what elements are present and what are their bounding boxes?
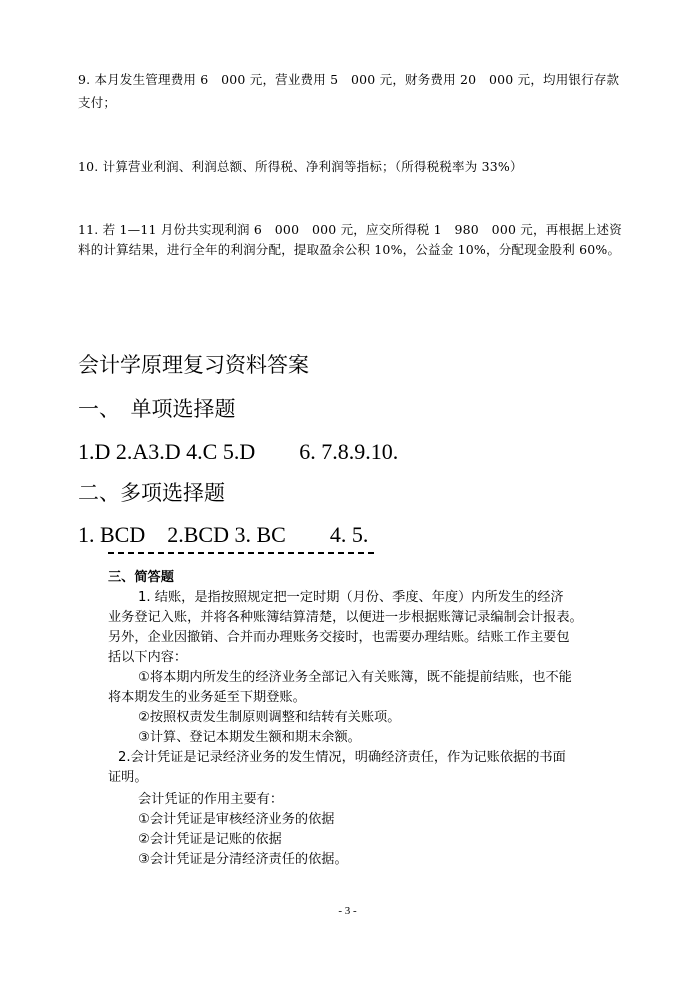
sa-line: 括以下内容： [108, 650, 188, 665]
short-answer-heading: 三、简答题 [108, 570, 174, 585]
q11-line1: 11. 若 1—11 月份共实现利润 6 000 000 元，应交所得税 1 980 000 元，再根据上述资 [78, 222, 622, 237]
section1-heading: 一、 单项选择题 [78, 397, 236, 421]
sa-line: 将本期发生的业务延至下期登账。 [108, 690, 306, 705]
sa-line: 1. 结账，是指按照规定把一定时期（月份、季度、年度）内所发生的经济 [138, 590, 564, 605]
sa-line: ③计算、登记本期发生额和期末余额。 [138, 730, 361, 745]
sa-line: 证明。 [108, 770, 148, 785]
page-number: - 3 - [338, 905, 357, 917]
sa-line: 2.会计凭证是记录经济业务的发生情况，明确经济责任，作为记账依据的书面 [118, 750, 566, 765]
sa-line: ①将本期内所发生的经济业务全部记入有关账簿，既不能提前结账，也不能 [138, 670, 572, 685]
section2-heading: 二、多项选择题 [78, 481, 225, 505]
sa-line: 业务登记入账，并将各种账簿结算清楚，以便进一步根据账簿记录编制会计报表。 [108, 610, 583, 625]
section1-answers: 1.D 2.A3.D 4.C 5.D 6. 7.8.9.10. [78, 439, 399, 464]
sa-line: ②会计凭证是记账的依据 [138, 832, 282, 847]
section2-answers: 1. BCD 2.BCD 3. BC 4. 5. [78, 522, 369, 547]
q11-line2: 料的计算结果，进行全年的利润分配，提取盈余公积 10%，公益金 10%，分配现金股利 60%。 [78, 242, 621, 257]
sa-line: 会计凭证的作用主要有： [138, 792, 284, 807]
cropped-line-remnant [108, 549, 378, 555]
q9-line2: 支付； [78, 95, 117, 110]
sa-line: 另外，企业因撤销、合并而办理账务交接时，也需要办理结账。结账工作主要包 [108, 630, 570, 645]
q10: 10. 计算营业利润、利润总额、所得税、净利润等指标；（所得税税率为 33%） [78, 159, 523, 174]
q9-line1: 9. 本月发生管理费用 6 000 元，营业费用 5 000 元，财务费用 20 000 元，均用银行存款 [78, 72, 620, 87]
sa-line: ③会计凭证是分清经济责任的依据。 [138, 852, 348, 867]
sa-line: ①会计凭证是审核经济业务的依据 [138, 812, 335, 827]
answers-title: 会计学原理复习资料答案 [78, 353, 309, 377]
sa-line: ②按照权责发生制原则调整和结转有关账项。 [138, 710, 401, 725]
